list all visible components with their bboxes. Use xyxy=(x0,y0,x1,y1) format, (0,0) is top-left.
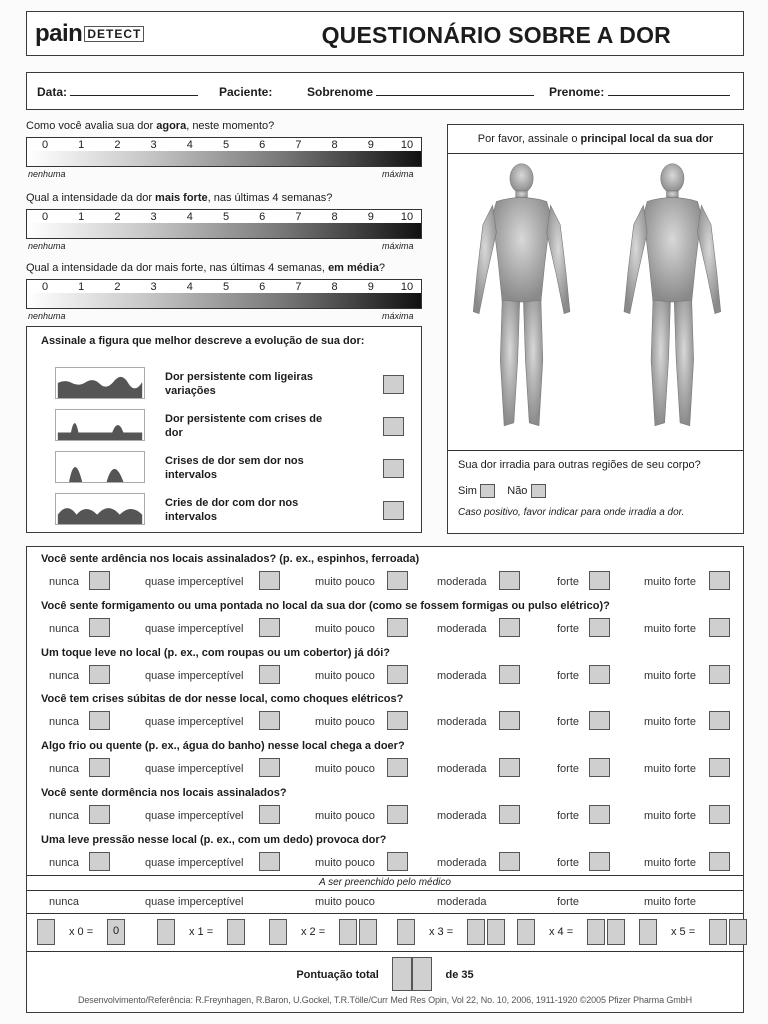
body-title-pre: Por favor, assinale o xyxy=(477,133,581,145)
scale-number[interactable]: 9 xyxy=(367,139,374,151)
date-line[interactable] xyxy=(70,86,198,96)
question-1-option-2-checkbox[interactable] xyxy=(259,571,280,590)
question-5-option-5-checkbox[interactable] xyxy=(589,758,610,777)
scale-gradient-bar xyxy=(27,223,421,238)
result-box-6[interactable] xyxy=(729,919,747,945)
scale-number[interactable]: 9 xyxy=(367,211,374,223)
option-label: moderada xyxy=(437,810,487,822)
scale-number[interactable]: 7 xyxy=(295,281,302,293)
total-suffix: de 35 xyxy=(445,969,474,982)
body-divider xyxy=(448,450,743,451)
count-box-2[interactable] xyxy=(157,919,175,945)
pattern-persistent-slight-icon xyxy=(55,367,145,399)
radiate-no-label: Não xyxy=(507,484,528,497)
question-3-option-1-checkbox[interactable] xyxy=(89,665,110,684)
scale-number[interactable]: 2 xyxy=(114,139,121,151)
pattern-crises-no-pain-icon xyxy=(55,451,145,483)
body-map-title xyxy=(448,133,743,145)
question-1-option-5-checkbox[interactable] xyxy=(589,571,610,590)
scale-number[interactable]: 2 xyxy=(114,281,121,293)
option-label: muito forte xyxy=(644,669,696,682)
question-2-option-4-checkbox[interactable] xyxy=(499,618,520,637)
option-label: nunca xyxy=(49,669,79,682)
question-7-option-2-checkbox[interactable] xyxy=(259,852,280,871)
question-4-option-2-checkbox[interactable] xyxy=(259,711,280,730)
scale-number[interactable]: 6 xyxy=(259,211,266,223)
scale-max-label: máxima xyxy=(382,169,414,179)
scale-number[interactable]: 5 xyxy=(222,281,230,293)
option-label: muito forte xyxy=(644,810,696,822)
scale-number[interactable]: 10 xyxy=(400,139,414,151)
patient-label: Paciente: xyxy=(219,85,273,99)
result-box-2[interactable] xyxy=(227,919,245,945)
scale-number[interactable]: 9 xyxy=(367,281,374,293)
option-label: quase imperceptível xyxy=(145,810,244,822)
question-2-option-1-checkbox[interactable] xyxy=(89,618,110,637)
option-label: quase imperceptível xyxy=(145,856,244,869)
scale-max-label: máxima xyxy=(382,241,414,251)
question-5-option-3-checkbox[interactable] xyxy=(387,758,408,777)
question-4-option-5-checkbox[interactable] xyxy=(589,711,610,730)
option-label: muito pouco xyxy=(315,716,375,729)
option-label: forte xyxy=(557,856,580,869)
score-column-label: muito forte xyxy=(644,896,696,908)
result-box-6[interactable] xyxy=(709,919,727,945)
scale-number[interactable]: 1 xyxy=(78,211,85,223)
evolution-checkbox-3[interactable] xyxy=(383,459,404,478)
multiplier-label: x 5 = xyxy=(671,926,696,938)
option-label: quase imperceptível xyxy=(145,716,244,729)
score-column-label: nunca xyxy=(49,896,79,908)
scale-min-label: nenhuma xyxy=(28,169,66,179)
radiate-yes-checkbox[interactable] xyxy=(480,484,495,498)
body-title-divider xyxy=(448,153,743,154)
score-labels-divider xyxy=(27,913,743,914)
option-label: muito pouco xyxy=(315,622,375,635)
result-box-3[interactable] xyxy=(339,919,357,945)
evolution-checkbox-4[interactable] xyxy=(383,501,404,520)
firstname-label: Prenome: xyxy=(549,85,605,99)
scale-number[interactable]: 6 xyxy=(259,139,266,151)
evolution-checkbox-1[interactable] xyxy=(383,375,404,394)
radiate-no-checkbox[interactable] xyxy=(531,484,546,498)
option-label: muito forte xyxy=(644,576,696,588)
scale-number[interactable]: 7 xyxy=(295,139,302,151)
radiate-note: Caso positivo, favor indicar para onde irradia a dor. xyxy=(458,507,685,518)
result-box-5[interactable] xyxy=(607,919,625,945)
option-label: muito forte xyxy=(644,763,696,776)
count-box-3[interactable] xyxy=(269,919,287,945)
scale-question-2 xyxy=(26,192,332,204)
option-label: muito forte xyxy=(644,856,696,869)
scale-question-emphasis: agora xyxy=(156,120,187,132)
result-box-5[interactable] xyxy=(587,919,605,945)
body-front-figure xyxy=(473,164,570,426)
question-7-option-5-checkbox[interactable] xyxy=(589,852,610,871)
questions-box xyxy=(26,546,744,1013)
scale-question-text: Qual a intensidade da dor xyxy=(26,192,156,204)
question-2-option-2-checkbox[interactable] xyxy=(259,618,280,637)
body-back-figure xyxy=(624,164,721,426)
multiplier-label: x 3 = xyxy=(429,926,454,938)
scale-number[interactable]: 7 xyxy=(295,211,302,223)
question-3-option-2-checkbox[interactable] xyxy=(259,665,280,684)
option-label: quase imperceptível xyxy=(145,576,244,588)
evolution-label-1: Dor persistente com ligeiras variações xyxy=(165,371,313,397)
scale-question-text: , nas últimas 4 semanas? xyxy=(207,192,333,204)
scale-number[interactable]: 3 xyxy=(150,139,157,151)
question-3-option-6-checkbox[interactable] xyxy=(709,665,730,684)
question-7-option-3-checkbox[interactable] xyxy=(387,852,408,871)
scale-number[interactable]: 4 xyxy=(186,139,193,151)
pain-scale-3[interactable] xyxy=(26,279,422,309)
option-label: forte xyxy=(557,716,580,729)
scale-number[interactable]: 8 xyxy=(331,281,338,293)
scale-number[interactable]: 2 xyxy=(114,211,121,223)
date-field[interactable] xyxy=(37,85,198,99)
question-4-option-4-checkbox[interactable] xyxy=(499,711,520,730)
scale-number[interactable]: 8 xyxy=(331,211,338,223)
option-label: muito pouco xyxy=(315,856,375,869)
surname-line[interactable] xyxy=(376,86,534,96)
firstname-line[interactable] xyxy=(608,86,730,96)
footer-reference: Desenvolvimento/Referência: R.Freynhagen, R.Baron, U.Gockel, T.R.Tölle/Curr Med Res Opin, Vol 22, No. 10, 2006, 1911-1920 ©2005 Pfizer Pharma GmbH xyxy=(77,995,692,1005)
scale-question-3 xyxy=(26,262,385,274)
option-label: forte xyxy=(557,763,580,776)
patient-box xyxy=(26,72,744,110)
multiplier-label: x 2 = xyxy=(301,926,326,938)
evolution-label-4: Cries de dor com dor nos intervalos xyxy=(165,497,299,523)
option-label: forte xyxy=(557,622,580,635)
question-3-option-5-checkbox[interactable] xyxy=(589,665,610,684)
scale-question-emphasis: mais forte xyxy=(155,192,208,204)
question-5-option-4-checkbox[interactable] xyxy=(499,758,520,777)
option-label: muito forte xyxy=(644,622,696,635)
total-row xyxy=(27,957,743,991)
medic-note: A ser preenchido pelo médico xyxy=(319,877,451,888)
option-label: moderada xyxy=(437,622,487,635)
question-5-option-2-checkbox[interactable] xyxy=(259,758,280,777)
option-label: forte xyxy=(557,576,580,588)
question-2: Você sente formigamento ou uma pontada no local da sua dor (como se fossem formigas ou pulso elétrico)? xyxy=(41,599,610,612)
option-label: moderada xyxy=(437,669,487,682)
scale-max-label: máxima xyxy=(382,311,414,321)
result-box-4[interactable] xyxy=(487,919,505,945)
option-label: nunca xyxy=(49,716,79,729)
medic-divider-top xyxy=(27,875,743,876)
question-6-option-6-checkbox[interactable] xyxy=(709,805,730,824)
option-label: forte xyxy=(557,810,580,822)
result-box-4[interactable] xyxy=(467,919,485,945)
option-label: nunca xyxy=(49,856,79,869)
pain-scale-1[interactable] xyxy=(26,137,422,167)
scale-number[interactable]: 5 xyxy=(222,211,230,223)
scale-question-text: Como você avalia sua dor xyxy=(26,120,157,132)
question-2-option-5-checkbox[interactable] xyxy=(589,618,610,637)
scale-number[interactable]: 0 xyxy=(41,281,49,293)
header-box xyxy=(26,11,744,56)
question-5: Algo frio ou quente (p. ex., água do banho) nesse local chega a doer? xyxy=(41,740,405,753)
body-title-bold: principal local da sua dor xyxy=(580,133,714,145)
option-label: nunca xyxy=(49,810,79,822)
evolution-box xyxy=(26,326,422,533)
total-score-label: Pontuação total xyxy=(296,969,379,982)
body-figures-illustration[interactable] xyxy=(453,157,738,447)
surname-field[interactable] xyxy=(307,85,534,99)
count-box-4[interactable] xyxy=(397,919,415,945)
page-title: QUESTIONÁRIO SOBRE A DOR xyxy=(321,22,671,48)
question-7-option-1-checkbox[interactable] xyxy=(89,852,110,871)
scale-number[interactable]: 0 xyxy=(41,139,49,151)
body-map-box xyxy=(447,124,744,534)
surname-label: Sobrenome xyxy=(307,85,374,99)
question-2-option-6-checkbox[interactable] xyxy=(709,618,730,637)
date-label: Data: xyxy=(37,85,68,99)
scale-number[interactable]: 3 xyxy=(150,211,157,223)
question-6-option-5-checkbox[interactable] xyxy=(589,805,610,824)
option-label: muito pouco xyxy=(315,763,375,776)
question-4: Você tem crises súbitas de dor nesse local, como choques elétricos? xyxy=(41,693,404,706)
firstname-field[interactable] xyxy=(549,85,730,99)
scale-question-text: Qual a intensidade da dor mais forte, nas últimas 4 semanas, xyxy=(26,262,329,274)
question-4-option-1-checkbox[interactable] xyxy=(89,711,110,730)
scale-question-1 xyxy=(26,120,274,132)
scale-number[interactable]: 1 xyxy=(78,281,85,293)
question-7-option-6-checkbox[interactable] xyxy=(709,852,730,871)
score-column-label: quase imperceptível xyxy=(145,896,244,908)
evolution-label-3: Crises de dor sem dor nos intervalos xyxy=(165,455,304,481)
score-column-label: muito pouco xyxy=(315,896,375,908)
option-label: moderada xyxy=(437,763,487,776)
score-column-label: forte xyxy=(557,896,580,908)
scale-min-label: nenhuma xyxy=(28,311,66,321)
option-label: moderada xyxy=(437,716,487,729)
pain-scale-2[interactable] xyxy=(26,209,422,239)
option-label: muito pouco xyxy=(315,669,375,682)
option-label: muito forte xyxy=(644,716,696,729)
question-6: Você sente dormência nos locais assinalados? xyxy=(41,787,287,799)
scale-number[interactable]: 5 xyxy=(222,139,230,151)
score-column-label: moderada xyxy=(437,896,487,908)
evolution-label-2: Dor persistente com crises de dor xyxy=(165,413,323,439)
total-box-1[interactable] xyxy=(392,957,412,991)
question-6-option-2-checkbox[interactable] xyxy=(259,805,280,824)
option-label: quase imperceptível xyxy=(145,669,244,682)
multiplier-label: x 0 = xyxy=(69,926,94,938)
total-box-2[interactable] xyxy=(412,957,432,991)
question-4-option-6-checkbox[interactable] xyxy=(709,711,730,730)
scale-gradient-bar xyxy=(27,151,421,166)
scale-question-emphasis: em média xyxy=(328,262,379,274)
scale-question-text: ? xyxy=(378,262,385,274)
scale-number[interactable]: 10 xyxy=(400,281,414,293)
question-1-option-1-checkbox[interactable] xyxy=(89,571,110,590)
scale-number[interactable]: 3 xyxy=(150,281,157,293)
question-1-option-3-checkbox[interactable] xyxy=(387,571,408,590)
count-box-6[interactable] xyxy=(639,919,657,945)
question-3-option-4-checkbox[interactable] xyxy=(499,665,520,684)
question-6-option-3-checkbox[interactable] xyxy=(387,805,408,824)
question-1-option-6-checkbox[interactable] xyxy=(709,571,730,590)
question-6-option-4-checkbox[interactable] xyxy=(499,805,520,824)
scale-min-label: nenhuma xyxy=(28,241,66,251)
option-label: nunca xyxy=(49,576,79,588)
question-7: Uma leve pressão nesse local (p. ex., com um dedo) provoca dor? xyxy=(41,833,387,846)
question-7-option-4-checkbox[interactable] xyxy=(499,852,520,871)
radiate-options xyxy=(458,484,546,498)
option-label: moderada xyxy=(437,576,487,588)
option-label: moderada xyxy=(437,856,487,869)
question-3-option-3-checkbox[interactable] xyxy=(387,665,408,684)
multiplier-label: x 4 = xyxy=(549,926,574,938)
scale-gradient-bar xyxy=(27,293,421,308)
radiate-yes-label: Sim xyxy=(458,484,477,497)
scale-number[interactable]: 0 xyxy=(41,211,49,223)
scale-number[interactable]: 1 xyxy=(78,139,85,151)
pattern-persistent-crises-icon xyxy=(55,409,145,441)
option-label: forte xyxy=(557,669,580,682)
question-1-option-4-checkbox[interactable] xyxy=(499,571,520,590)
option-label: muito pouco xyxy=(315,810,375,822)
option-label: muito pouco xyxy=(315,576,375,588)
option-label: nunca xyxy=(49,622,79,635)
multiplier-label: x 1 = xyxy=(189,926,214,938)
question-4-option-3-checkbox[interactable] xyxy=(387,711,408,730)
scale-number[interactable]: 10 xyxy=(400,211,414,223)
logo-detect: DETECT xyxy=(84,26,144,42)
paindetect-logo xyxy=(35,20,144,48)
scale-question-text: , neste momento? xyxy=(186,120,275,132)
radiate-question: Sua dor irradia para outras regiões de seu corpo? xyxy=(458,459,701,471)
question-3: Um toque leve no local (p. ex., com roupas ou um cobertor) já dói? xyxy=(41,646,390,659)
evolution-title: Assinale a figura que melhor descreve a evolução de sua dor: xyxy=(41,335,365,347)
option-label: quase imperceptível xyxy=(145,622,244,635)
count-box-5[interactable] xyxy=(517,919,535,945)
scale-number[interactable]: 4 xyxy=(186,281,193,293)
scale-number[interactable]: 8 xyxy=(331,139,338,151)
result-box-3[interactable] xyxy=(359,919,377,945)
count-box-1[interactable] xyxy=(37,919,55,945)
question-6-option-1-checkbox[interactable] xyxy=(89,805,110,824)
scale-number[interactable]: 6 xyxy=(259,281,266,293)
pattern-crises-with-pain-icon xyxy=(55,493,145,525)
logo-pain: pain xyxy=(35,20,83,47)
question-5-option-6-checkbox[interactable] xyxy=(709,758,730,777)
question-5-option-1-checkbox[interactable] xyxy=(89,758,110,777)
medic-divider-bottom xyxy=(27,890,743,891)
option-label: nunca xyxy=(49,763,79,776)
evolution-checkbox-2[interactable] xyxy=(383,417,404,436)
question-2-option-3-checkbox[interactable] xyxy=(387,618,408,637)
scale-number[interactable]: 4 xyxy=(186,211,193,223)
option-label: quase imperceptível xyxy=(145,763,244,776)
multipliers-divider xyxy=(27,951,743,952)
result-box-1: 0 xyxy=(107,919,125,945)
question-1: Você sente ardência nos locais assinalados? (p. ex., espinhos, ferroada) xyxy=(41,553,420,565)
